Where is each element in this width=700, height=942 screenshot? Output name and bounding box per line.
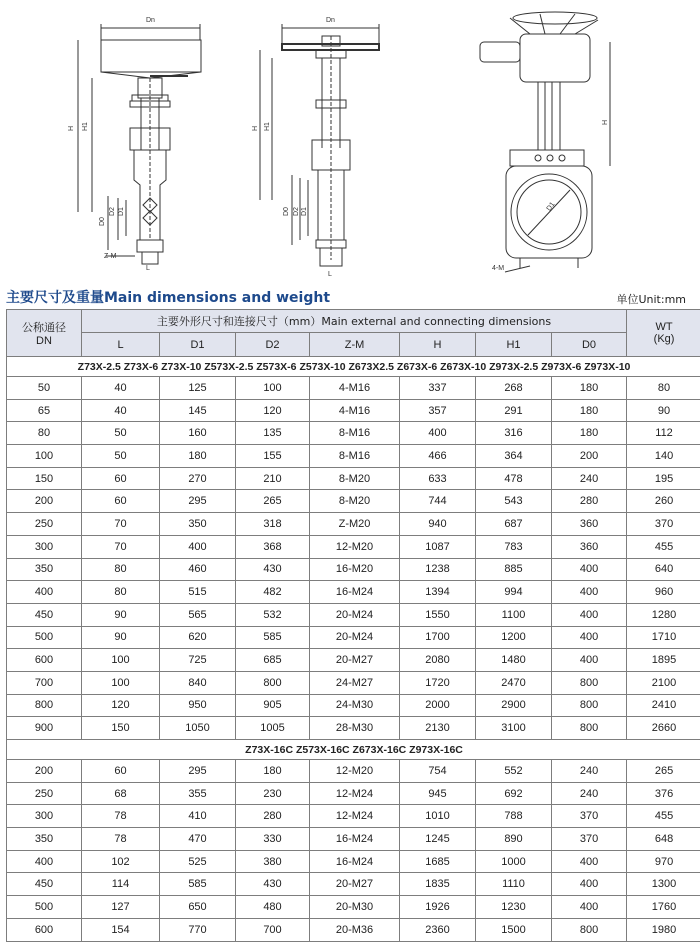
table-cell: 300 <box>7 535 82 558</box>
table-row <box>7 896 700 919</box>
d2-label-d0: D0 <box>283 207 290 216</box>
table-cell: 160 <box>160 422 236 445</box>
table-cell: 90 <box>82 603 160 626</box>
table-cell: 16-M24 <box>310 850 400 873</box>
table-cell: 543 <box>476 490 552 513</box>
d1-label-top: Dn <box>146 17 155 24</box>
table-cell: 125 <box>160 377 236 400</box>
table-cell: 268 <box>476 377 552 400</box>
table-row <box>7 828 700 851</box>
table-cell: 585 <box>236 626 310 649</box>
drawing-handwheel-valve <box>260 24 379 266</box>
table-cell: 364 <box>476 445 552 468</box>
table-cell: 455 <box>627 805 700 828</box>
table-cell: 3100 <box>476 717 552 740</box>
table-cell: 20-M30 <box>310 896 400 919</box>
d2-label-d2: D2 <box>293 207 300 216</box>
header-wt-unit: (Kg) <box>627 333 700 345</box>
table-cell: 154 <box>82 918 160 941</box>
dimensions-table <box>6 309 700 942</box>
table-cell: 90 <box>627 399 700 422</box>
model-row-1-text: Z73X-2.5 Z73X-6 Z73X-10 Z573X-2.5 Z573X-6 Z573X-10 Z673X2.5 Z673X-6 Z673X-10 Z973X-2.5 Z973X-6 Z973X-10 <box>7 357 700 377</box>
table-cell: 1835 <box>400 873 476 896</box>
header-col-h: H <box>400 333 476 357</box>
table-cell: 840 <box>160 671 236 694</box>
table-cell: 135 <box>236 422 310 445</box>
table-row <box>7 649 700 672</box>
table-cell: 400 <box>7 581 82 604</box>
table-cell: 90 <box>82 626 160 649</box>
table-cell: 24-M30 <box>310 694 400 717</box>
table-cell: 700 <box>236 918 310 941</box>
table-cell: 295 <box>160 490 236 513</box>
table-cell: 376 <box>627 782 700 805</box>
table-cell: 200 <box>7 760 82 783</box>
table-cell: 195 <box>627 467 700 490</box>
table-cell: 316 <box>476 422 552 445</box>
table-cell: 200 <box>7 490 82 513</box>
header-col-zm: Z-M <box>310 333 400 357</box>
table-cell: 12-M20 <box>310 760 400 783</box>
table-row <box>7 760 700 783</box>
table-cell: 127 <box>82 896 160 919</box>
table-row <box>7 535 700 558</box>
table-cell: 100 <box>236 377 310 400</box>
table-cell: 600 <box>7 649 82 672</box>
table-row <box>7 717 700 740</box>
table-row <box>7 603 700 626</box>
table-cell: 50 <box>82 445 160 468</box>
table-cell: 1685 <box>400 850 476 873</box>
table-cell: 230 <box>236 782 310 805</box>
table-cell: 80 <box>82 558 160 581</box>
table-cell: 890 <box>476 828 552 851</box>
table-cell: 20-M24 <box>310 603 400 626</box>
table-cell: 368 <box>236 535 310 558</box>
table-cell: 515 <box>160 581 236 604</box>
table-cell: 50 <box>7 377 82 400</box>
table-cell: 180 <box>236 760 310 783</box>
table-cell: 700 <box>7 671 82 694</box>
table-cell: 78 <box>82 805 160 828</box>
table-cell: 1230 <box>476 896 552 919</box>
table-cell: 455 <box>627 535 700 558</box>
table-cell: 970 <box>627 850 700 873</box>
table-cell: 1005 <box>236 717 310 740</box>
table-cell: 2470 <box>476 671 552 694</box>
table-cell: 2660 <box>627 717 700 740</box>
table-cell: 60 <box>82 760 160 783</box>
header-col-h1: H1 <box>476 333 552 357</box>
table-row <box>7 671 700 694</box>
table-cell: 400 <box>552 581 627 604</box>
table-cell: 460 <box>160 558 236 581</box>
table-row <box>7 694 700 717</box>
table-cell: 24-M27 <box>310 671 400 694</box>
table-cell: 640 <box>627 558 700 581</box>
table-cell: 145 <box>160 399 236 422</box>
table-cell: 318 <box>236 513 310 536</box>
table-cell: 1700 <box>400 626 476 649</box>
table-cell: 8-M16 <box>310 422 400 445</box>
table-cell: 280 <box>552 490 627 513</box>
table-cell: 770 <box>160 918 236 941</box>
table-cell: 800 <box>7 694 82 717</box>
table-cell: 337 <box>400 377 476 400</box>
table-cell: 1760 <box>627 896 700 919</box>
table-cell: 4-M16 <box>310 399 400 422</box>
valve-drawings <box>0 0 700 282</box>
table-cell: 180 <box>552 422 627 445</box>
table-cell: 360 <box>552 513 627 536</box>
table-cell: 280 <box>236 805 310 828</box>
d1-label-h1: H1 <box>82 122 89 131</box>
table-cell: 100 <box>82 649 160 672</box>
header-dn <box>7 310 82 357</box>
table-cell: 400 <box>552 873 627 896</box>
table-row <box>7 850 700 873</box>
model-row-1 <box>7 357 700 377</box>
table-cell: 200 <box>552 445 627 468</box>
table-cell: 370 <box>627 513 700 536</box>
d1-label-d2: D2 <box>109 207 116 216</box>
section-title: 主要尺寸及重量Main dimensions and weight <box>6 287 330 307</box>
table-cell: 20-M36 <box>310 918 400 941</box>
table-cell: 40 <box>82 377 160 400</box>
table-cell: 360 <box>552 535 627 558</box>
table-cell: 180 <box>552 399 627 422</box>
table-cell: 940 <box>400 513 476 536</box>
d2-label-top: Dn <box>326 17 335 24</box>
table-cell: 295 <box>160 760 236 783</box>
unit-label: 单位Unit:mm <box>616 291 686 307</box>
table-cell: 330 <box>236 828 310 851</box>
table-cell: 400 <box>552 896 627 919</box>
table-cell: 350 <box>160 513 236 536</box>
table-cell: 1238 <box>400 558 476 581</box>
d2-label-d1: D1 <box>301 207 308 216</box>
table-row <box>7 558 700 581</box>
header-dimensions-group: 主要外形尺寸和连接尺寸（mm）Main external and connecting dimensions <box>82 310 627 333</box>
table-cell: 400 <box>552 850 627 873</box>
table-cell: 788 <box>476 805 552 828</box>
table-cell: 500 <box>7 896 82 919</box>
table-row <box>7 782 700 805</box>
table-cell: 1480 <box>476 649 552 672</box>
table-cell: 1500 <box>476 918 552 941</box>
table-cell: 1300 <box>627 873 700 896</box>
table-cell: 100 <box>82 671 160 694</box>
d1-label-zm: Z-M <box>104 253 117 260</box>
header-dn-cn: 公称通径 <box>7 319 81 335</box>
table-cell: 552 <box>476 760 552 783</box>
table-cell: 240 <box>552 782 627 805</box>
d3-label-h: H <box>602 120 609 125</box>
table-cell: 430 <box>236 558 310 581</box>
table-cell: 800 <box>552 694 627 717</box>
table-cell: 20-M27 <box>310 649 400 672</box>
table-cell: 68 <box>82 782 160 805</box>
table-cell: 70 <box>82 513 160 536</box>
table-cell: 410 <box>160 805 236 828</box>
table-cell: 70 <box>82 535 160 558</box>
table-cell: 370 <box>552 805 627 828</box>
table-cell: 60 <box>82 490 160 513</box>
table-cell: 350 <box>7 558 82 581</box>
table-cell: 450 <box>7 873 82 896</box>
table-row <box>7 873 700 896</box>
table-row <box>7 626 700 649</box>
table-row <box>7 513 700 536</box>
table-cell: 180 <box>160 445 236 468</box>
header-wt-label: WT <box>627 321 700 333</box>
table-cell: 20-M27 <box>310 873 400 896</box>
table-cell: 8-M20 <box>310 490 400 513</box>
table-cell: 2000 <box>400 694 476 717</box>
table-cell: 400 <box>552 603 627 626</box>
table-row <box>7 805 700 828</box>
table-cell: 357 <box>400 399 476 422</box>
table-cell: 450 <box>7 603 82 626</box>
table-cell: 1010 <box>400 805 476 828</box>
table-cell: 400 <box>7 850 82 873</box>
header-col-l: L <box>82 333 160 357</box>
table-cell: 120 <box>82 694 160 717</box>
table-cell: 240 <box>552 467 627 490</box>
table-cell: 250 <box>7 782 82 805</box>
d1-label-d0: D0 <box>99 217 106 226</box>
drawing-electric-valve <box>480 12 610 272</box>
d3-label-m: 4-M <box>492 265 504 272</box>
table-cell: 950 <box>160 694 236 717</box>
table-cell: 100 <box>7 445 82 468</box>
table-row <box>7 918 700 941</box>
table-cell: 50 <box>82 422 160 445</box>
table-cell: 1550 <box>400 603 476 626</box>
table-cell: 2080 <box>400 649 476 672</box>
table-cell: 1720 <box>400 671 476 694</box>
model-row-2 <box>7 740 700 760</box>
table-cell: 400 <box>160 535 236 558</box>
table-cell: 1926 <box>400 896 476 919</box>
table-cell: 725 <box>160 649 236 672</box>
table-cell: 380 <box>236 850 310 873</box>
table-cell: 1710 <box>627 626 700 649</box>
table-cell: 112 <box>627 422 700 445</box>
table-cell: 532 <box>236 603 310 626</box>
table-cell: 960 <box>627 581 700 604</box>
table-cell: 355 <box>160 782 236 805</box>
table-cell: 265 <box>627 760 700 783</box>
table-cell: 480 <box>236 896 310 919</box>
table-cell: 265 <box>236 490 310 513</box>
header-col-d1: D1 <box>160 333 236 357</box>
table-cell: 78 <box>82 828 160 851</box>
d2-label-h1: H1 <box>264 122 271 131</box>
table-cell: 370 <box>552 828 627 851</box>
table-cell: 16-M20 <box>310 558 400 581</box>
table-cell: 2130 <box>400 717 476 740</box>
table-cell: 400 <box>400 422 476 445</box>
table-cell: 482 <box>236 581 310 604</box>
d1-label-d1: D1 <box>118 207 125 216</box>
table-cell: 800 <box>236 671 310 694</box>
table-cell: 150 <box>82 717 160 740</box>
table-cell: 692 <box>476 782 552 805</box>
table-row <box>7 377 700 400</box>
table-cell: 240 <box>552 760 627 783</box>
table-cell: 885 <box>476 558 552 581</box>
table-cell: 1245 <box>400 828 476 851</box>
table-cell: 102 <box>82 850 160 873</box>
table-cell: 291 <box>476 399 552 422</box>
table-cell: 1100 <box>476 603 552 626</box>
d1-label-l: L <box>146 265 150 272</box>
table-cell: 1394 <box>400 581 476 604</box>
table-cell: 620 <box>160 626 236 649</box>
table-cell: 270 <box>160 467 236 490</box>
table-cell: 500 <box>7 626 82 649</box>
table-cell: 400 <box>552 649 627 672</box>
table-cell: 900 <box>7 717 82 740</box>
table-cell: 1895 <box>627 649 700 672</box>
table-cell: 633 <box>400 467 476 490</box>
table-cell: 1087 <box>400 535 476 558</box>
table-cell: 648 <box>627 828 700 851</box>
table-row <box>7 490 700 513</box>
table-cell: 1200 <box>476 626 552 649</box>
table-cell: 350 <box>7 828 82 851</box>
d3-label-d1: D1 <box>546 201 557 212</box>
table-cell: 687 <box>476 513 552 536</box>
table-cell: 60 <box>82 467 160 490</box>
table-cell: 800 <box>552 717 627 740</box>
table-cell: 744 <box>400 490 476 513</box>
d2-label-h: H <box>252 126 259 131</box>
table-cell: 300 <box>7 805 82 828</box>
table-cell: 2100 <box>627 671 700 694</box>
table-cell: 65 <box>7 399 82 422</box>
table-cell: 250 <box>7 513 82 536</box>
table-row <box>7 422 700 445</box>
table-cell: 685 <box>236 649 310 672</box>
table-cell: 260 <box>627 490 700 513</box>
header-dn-en: DN <box>7 335 81 347</box>
table-cell: 2360 <box>400 918 476 941</box>
table-cell: 945 <box>400 782 476 805</box>
header-wt <box>627 310 700 357</box>
table-cell: 1050 <box>160 717 236 740</box>
table-row <box>7 467 700 490</box>
table-cell: 478 <box>476 467 552 490</box>
table-cell: 140 <box>627 445 700 468</box>
table-cell: 80 <box>7 422 82 445</box>
table-cell: Z-M20 <box>310 513 400 536</box>
table-cell: 994 <box>476 581 552 604</box>
table-cell: 585 <box>160 873 236 896</box>
table-cell: 1280 <box>627 603 700 626</box>
table-row <box>7 445 700 468</box>
table-row <box>7 581 700 604</box>
table-cell: 2410 <box>627 694 700 717</box>
table-cell: 4-M16 <box>310 377 400 400</box>
table-cell: 120 <box>236 399 310 422</box>
table-cell: 150 <box>7 467 82 490</box>
table-cell: 430 <box>236 873 310 896</box>
table-cell: 783 <box>476 535 552 558</box>
table-cell: 40 <box>82 399 160 422</box>
table-cell: 16-M24 <box>310 581 400 604</box>
d1-label-h: H <box>68 126 75 131</box>
table-cell: 2900 <box>476 694 552 717</box>
table-cell: 114 <box>82 873 160 896</box>
table-cell: 28-M30 <box>310 717 400 740</box>
table-row <box>7 399 700 422</box>
table-cell: 12-M24 <box>310 782 400 805</box>
d2-label-l: L <box>328 271 332 278</box>
table-cell: 16-M24 <box>310 828 400 851</box>
table-cell: 1110 <box>476 873 552 896</box>
table-cell: 800 <box>552 918 627 941</box>
table-cell: 20-M24 <box>310 626 400 649</box>
table-cell: 470 <box>160 828 236 851</box>
table-cell: 600 <box>7 918 82 941</box>
table-cell: 525 <box>160 850 236 873</box>
table-cell: 80 <box>82 581 160 604</box>
table-cell: 12-M24 <box>310 805 400 828</box>
table-cell: 400 <box>552 626 627 649</box>
header-col-d0: D0 <box>552 333 627 357</box>
table-cell: 1000 <box>476 850 552 873</box>
table-cell: 8-M20 <box>310 467 400 490</box>
table-cell: 466 <box>400 445 476 468</box>
table-cell: 800 <box>552 671 627 694</box>
table-cell: 12-M20 <box>310 535 400 558</box>
table-cell: 565 <box>160 603 236 626</box>
table-cell: 210 <box>236 467 310 490</box>
table-cell: 80 <box>627 377 700 400</box>
table-cell: 155 <box>236 445 310 468</box>
table-cell: 1980 <box>627 918 700 941</box>
table-cell: 180 <box>552 377 627 400</box>
drawing-manual-valve <box>78 24 201 264</box>
model-row-2-text: Z73X-16C Z573X-16C Z673X-16C Z973X-16C <box>7 740 700 760</box>
table-cell: 905 <box>236 694 310 717</box>
table-cell: 8-M16 <box>310 445 400 468</box>
table-cell: 400 <box>552 558 627 581</box>
table-cell: 754 <box>400 760 476 783</box>
header-col-d2: D2 <box>236 333 310 357</box>
table-cell: 650 <box>160 896 236 919</box>
